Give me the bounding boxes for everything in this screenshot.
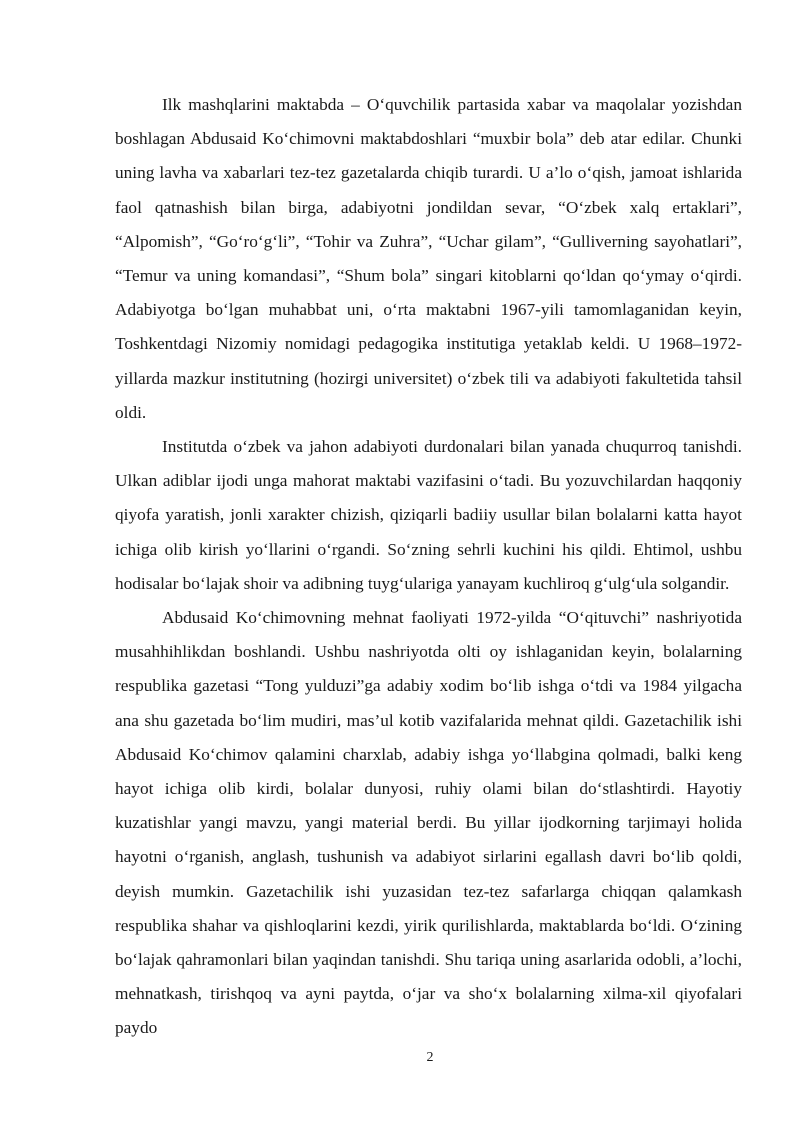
text-body (115, 88, 742, 1046)
paragraph: Ilk mashqlarini maktabda – O‘quvchilik partasida xabar va maqolalar yozishdan boshlagan Abdusaid Ko‘chimovni maktabdoshlari “muxbir bola” deb atar edilar. Chunki uning lavha va xabarlari tez-tez gazetalarda chiqib turardi. U a’lo o‘qish, jamoat ishlarida faol qatnashish bilan birga, adabiyotni jondildan sevar, “O‘zbek xalq ertaklari”, “Alpomish”, “Go‘ro‘g‘li”, “Tohir va Zuhra”, “Uchar gilam”, “Gulliverning sayohatlari”, “Temur va uning komandasi”, “Shum bola” singari kitoblarni qo‘ldan qo‘ymay o‘qirdi. Adabiyotga bo‘lgan muhabbat uni, o‘rta maktabni 1967-yili tamomlaganidan keyin, Toshkentdagi Nizomiy nomidagi pedagogika institutiga yetaklab keldi. U 1968–1972-yillarda mazkur institutning (hozirgi universitet) o‘zbek tili va adabiyoti fakultetida tahsil oldi. (115, 95, 742, 422)
paragraph: Abdusaid Ko‘chimovning mehnat faoliyati 1972-yilda “O‘qituvchi” nashriyotida musahhihlikdan boshlandi. Ushbu nashriyotda olti oy ishlaganidan keyin, bolalarning respublika gazetasi “Tong yulduzi”ga adabiy xodim bo‘lib ishga o‘tdi va 1984 yilgacha ana shu gazetada bo‘lim mudiri, mas’ul kotib vazifalarida mehnat qildi. Gazetachilik ishi Abdusaid Ko‘chimov qalamini charxlab, adabiy ishga yo‘llabgina qolmadi, balki keng hayot ichiga olib kirdi, bolalar dunyosi, ruhiy olami bilan do‘stlashtirdi. Hayotiy kuzatishlar yangi mavzu, yangi material berdi. Bu yillar ijodkorning tarjimayi holida hayotni o‘rganish, anglash, tushunish va adabiyot sirlarini egallash davri bo‘lib qoldi, deyish mumkin. Gazetachilik ishi yuzasidan tez-tez safarlarga chiqqan qalamkash respublika shahar va qishloqlarini kezdi, yirik qurilishlarda, maktablarda bo‘ldi. O‘zining bo‘lajak qahramonlari bilan yaqindan tanishdi. Shu tariqa uning asarlarida odobli, a’lochi, mehnatkash, tirishqoq va ayni paytda, o‘jar va sho‘x bolalarning xilma-xil qiyofalari paydo (115, 608, 742, 1038)
paragraph: Institutda o‘zbek va jahon adabiyoti durdonalari bilan yanada chuqurroq tanishdi. Ulkan adiblar ijodi unga mahorat maktabi vazifasini o‘tadi. Bu yozuvchilardan haqqoniy qiyofa yaratish, jonli xarakter chizish, qiziqarli badiiy usullar bilan bolalarni katta hayot ichiga olib kirish yo‘llarini o‘rgandi. So‘zning sehrli kuchini his qildi. Ehtimol, ushbu hodisalar bo‘lajak shoir va adibning tuyg‘ulariga yanayam kuchliroq g‘ulg‘ula solgandir. (115, 437, 742, 593)
page-number: 2 (426, 1050, 434, 1065)
